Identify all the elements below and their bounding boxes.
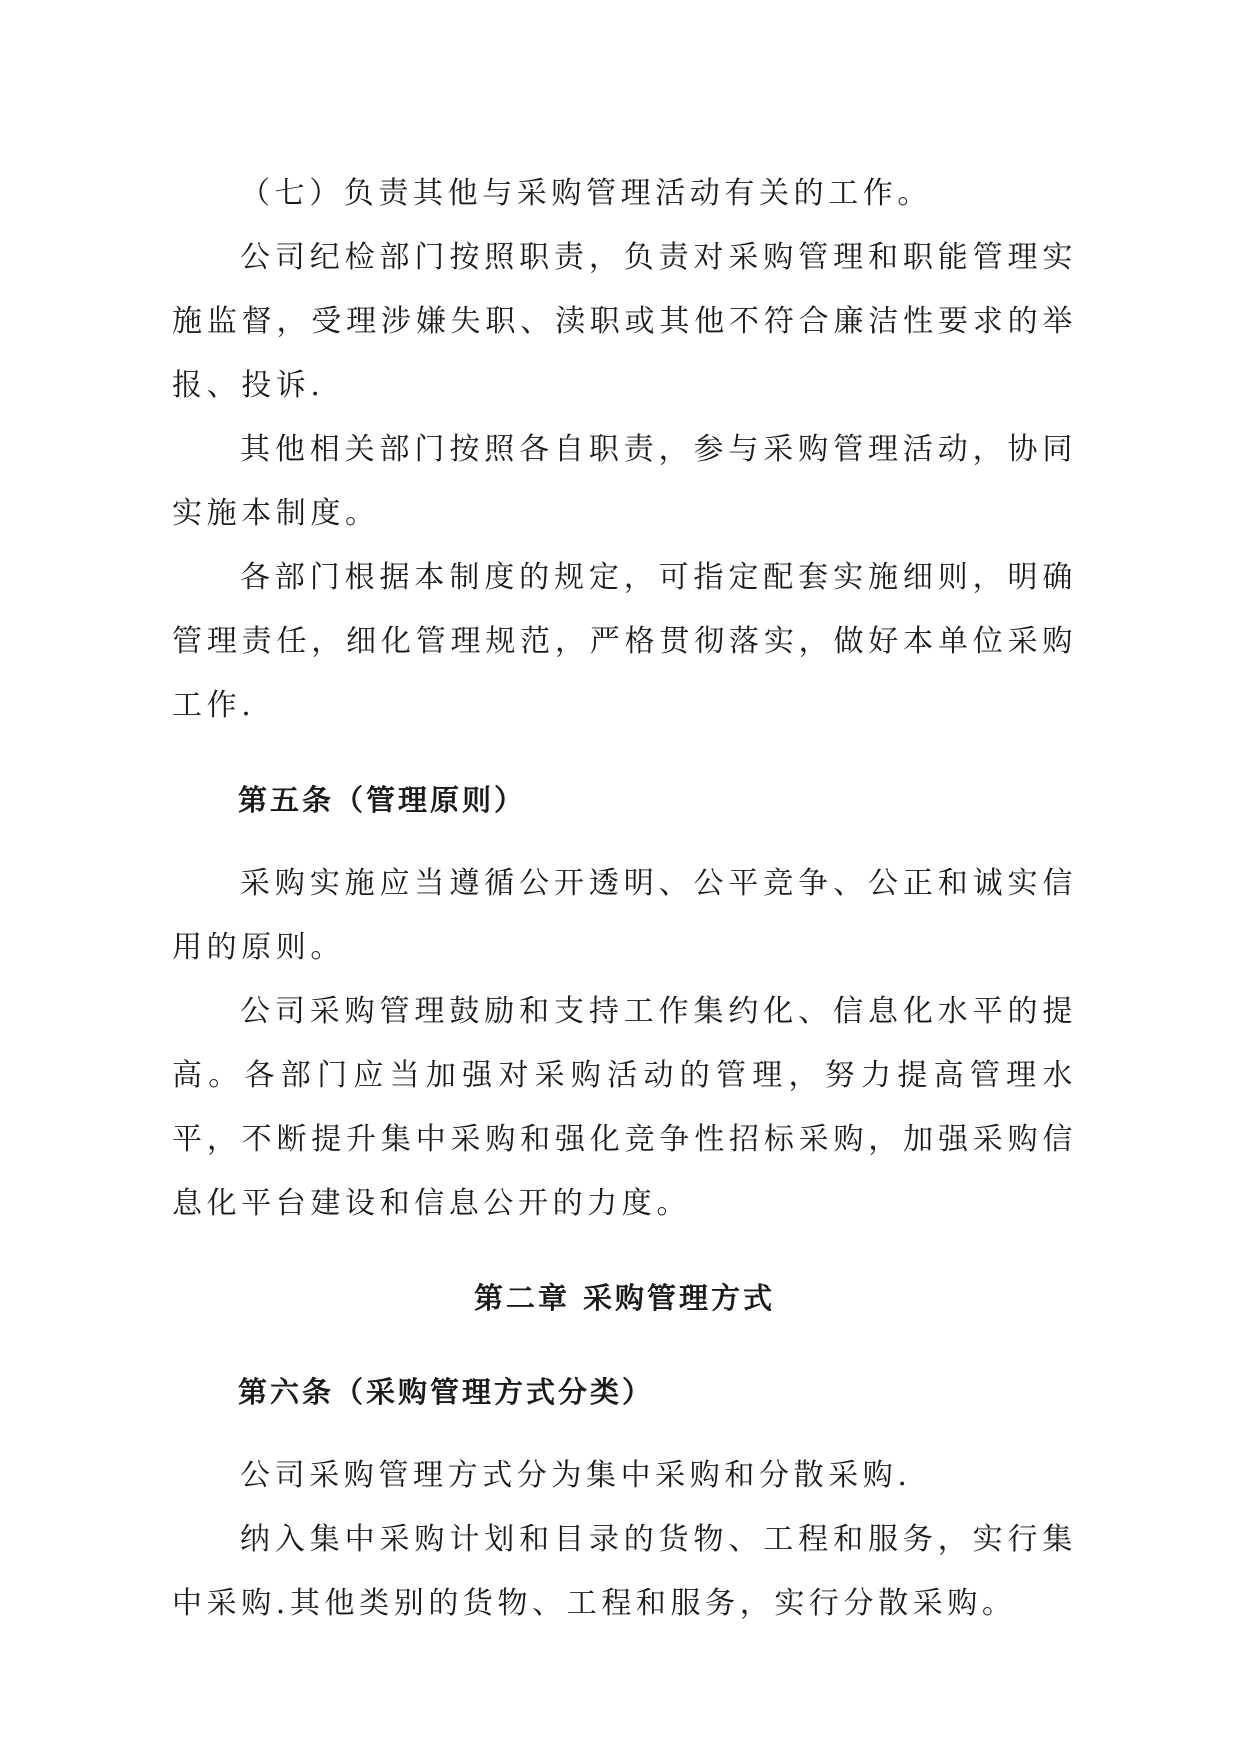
- paragraph-centralization: 公司采购管理鼓励和支持工作集约化、信息化水平的提高。各部门应当加强对采购活动的管理，努力提高管理水平，不断提升集中采购和强化竞争性招标采购，加强采购信息化平台建设和信息公开的力度。: [172, 994, 1077, 1221]
- article-6-heading: 第六条（采购管理方式分类）: [238, 1375, 655, 1409]
- paragraph-implementation-rules: 各部门根据本制度的规定，可指定配套实施细则，明确管理责任，细化管理规范，严格贯彻落实，做好本单位采购工作.: [172, 560, 1077, 723]
- chapter-2-heading: 第二章 采购管理方式: [473, 1281, 776, 1315]
- paragraph-duty-7: （七）负责其他与采购管理活动有关的工作。: [240, 176, 932, 211]
- paragraph-centralized-scope: 纳入集中采购计划和目录的货物、工程和服务，实行集中采购.其他类别的货物、工程和服务，实行分散采购。: [172, 1522, 1077, 1621]
- paragraph-principles: 采购实施应当遵循公开透明、公平竞争、公正和诚实信用的原则。: [172, 866, 1077, 965]
- paragraph-methods: 公司采购管理方式分为集中采购和分散采购.: [240, 1458, 912, 1493]
- article-5-heading: 第五条（管理原则）: [238, 783, 527, 817]
- paragraph-discipline-dept: 公司纪检部门按照职责，负责对采购管理和职能管理实施监督，受理涉嫌失职、渎职或其他不符合廉洁性要求的举报、投诉.: [172, 240, 1077, 403]
- document-body: [172, 162, 1077, 1636]
- paragraph-other-depts: 其他相关部门按照各自职责，参与采购管理活动，协同实施本制度。: [172, 432, 1077, 531]
